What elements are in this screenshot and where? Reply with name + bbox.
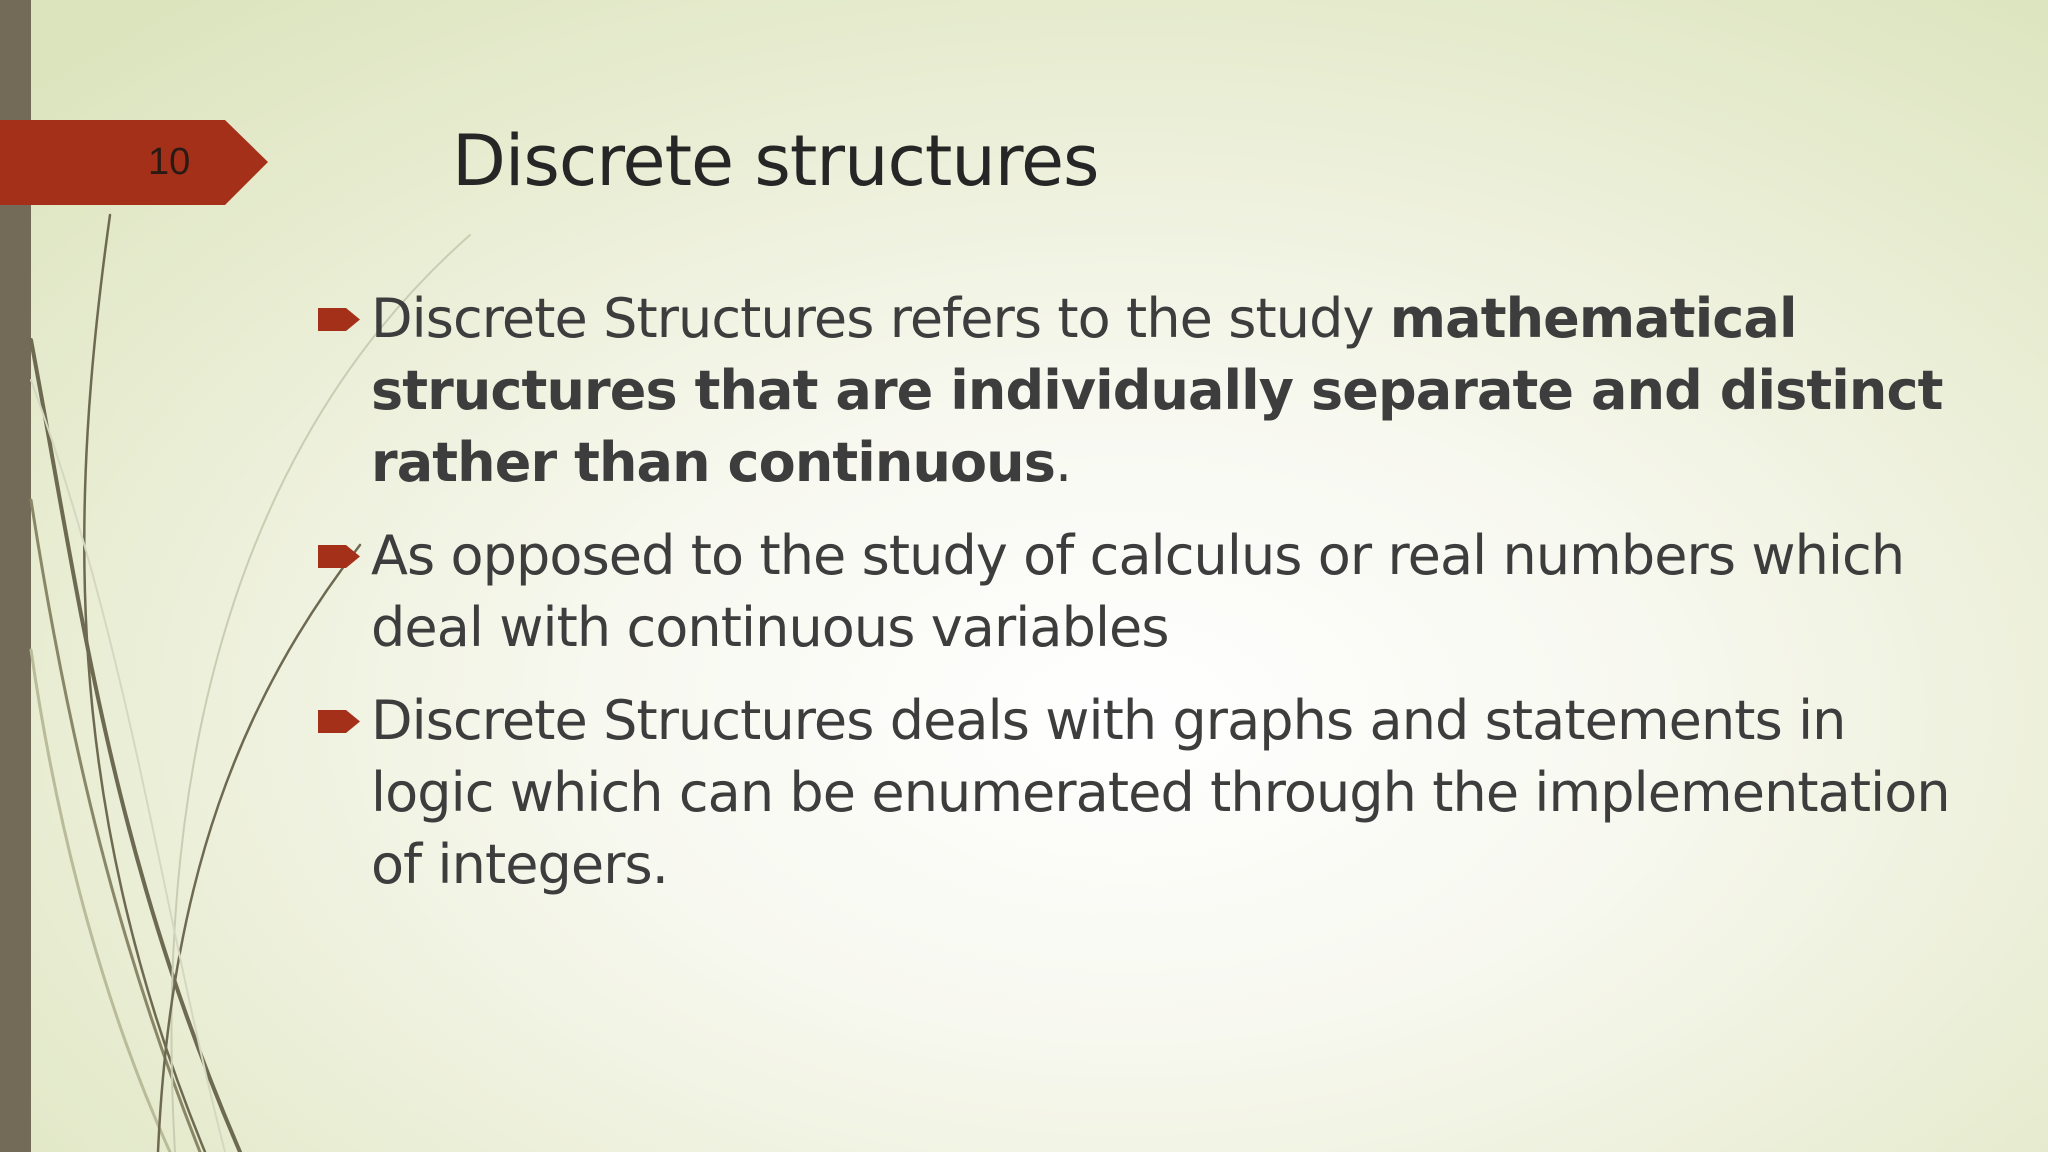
bullet-text: . bbox=[1054, 431, 1072, 494]
slide-number: 10 bbox=[148, 141, 191, 183]
slide-title: Discrete structures bbox=[452, 120, 1099, 202]
bullet-text: Discrete Structures refers to the study bbox=[371, 287, 1390, 350]
bullet-text: Discrete Structures deals with graphs and statements in logic which can be enumerated through the implementation of integers. bbox=[371, 689, 1950, 896]
bullet-text: As opposed to the study of calculus or real numbers which deal with continuous variables bbox=[371, 524, 1905, 659]
bullet-text-bold: mathematical structures that are individually separate and distinct rather than continuous bbox=[371, 287, 1943, 494]
arrow-bullet-icon bbox=[318, 708, 360, 735]
bullet-list bbox=[318, 283, 1958, 922]
bullet-item bbox=[318, 283, 1958, 499]
bullet-item bbox=[318, 520, 1958, 664]
bullet-item bbox=[318, 685, 1958, 901]
slide-number-tab-shape bbox=[0, 120, 268, 205]
arrow-bullet-icon bbox=[318, 543, 360, 570]
slide-number-tab bbox=[0, 120, 268, 205]
arrow-bullet-icon bbox=[318, 306, 360, 333]
